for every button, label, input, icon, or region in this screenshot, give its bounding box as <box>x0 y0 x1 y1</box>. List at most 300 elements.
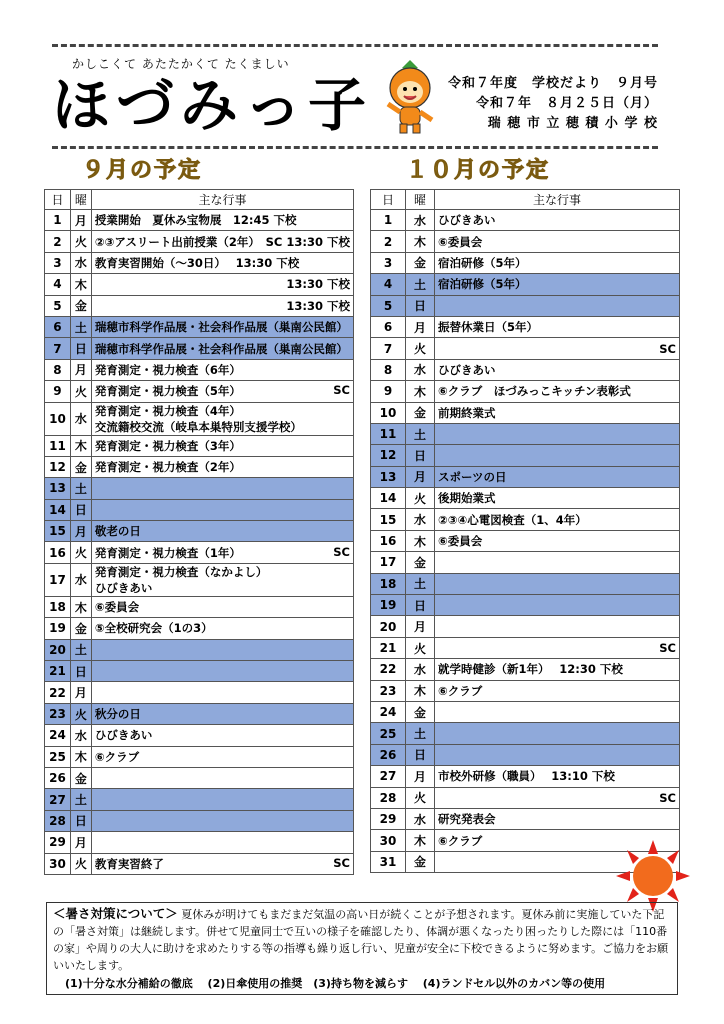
event-note: SC <box>333 383 350 398</box>
event-text: 瑞穂市科学作品展・社会科作品展（巣南公民館） <box>94 341 348 356</box>
event-cell <box>435 637 680 658</box>
event-cell <box>435 423 680 444</box>
event-text: ひびきあい <box>438 213 496 228</box>
event-text: ⑥委員会 <box>94 600 140 615</box>
event-cell <box>91 746 353 767</box>
weekday: 火 <box>406 787 435 808</box>
event-text: 発育測定・視力検査（1年） <box>94 545 241 560</box>
weekday: 木 <box>406 231 435 252</box>
schedule-row <box>45 767 354 788</box>
col-day: 日 <box>371 190 406 210</box>
day-number: 24 <box>371 701 406 722</box>
schedule-row <box>371 530 680 551</box>
weekday: 月 <box>70 832 91 853</box>
schedule-row <box>371 210 680 231</box>
weekday: 水 <box>406 808 435 829</box>
weekday: 金 <box>406 402 435 423</box>
event-cell <box>435 701 680 722</box>
weekday: 木 <box>70 746 91 767</box>
event-cell <box>435 488 680 509</box>
day-number: 13 <box>371 466 406 487</box>
schedule-row <box>45 618 354 639</box>
schedule-row <box>45 252 354 273</box>
schedule-row <box>45 402 354 435</box>
event-text: 宿泊研修（5年） <box>438 255 527 270</box>
october-schedule-table <box>370 189 680 873</box>
schedule-row <box>371 466 680 487</box>
weekday: 木 <box>70 596 91 617</box>
day-number: 31 <box>371 851 406 872</box>
weekday: 木 <box>406 530 435 551</box>
weekday: 火 <box>406 338 435 359</box>
schedule-row <box>45 435 354 456</box>
event-cell <box>435 316 680 337</box>
weekday: 土 <box>406 423 435 444</box>
schedule-row <box>45 596 354 617</box>
weekday: 月 <box>406 616 435 637</box>
schedule-row <box>45 661 354 682</box>
weekday: 土 <box>406 573 435 594</box>
weekday: 月 <box>70 521 91 542</box>
weekday: 木 <box>70 435 91 456</box>
event-cell <box>435 680 680 701</box>
day-number: 23 <box>45 703 71 724</box>
weekday: 水 <box>406 509 435 530</box>
event-cell <box>91 618 353 639</box>
event-text: ⑥委員会 <box>438 534 483 549</box>
day-number: 11 <box>45 435 71 456</box>
newsletter-title: ほづみっ子 <box>52 71 373 139</box>
weekday: 火 <box>70 231 91 252</box>
notice-heading: ＜暑さ対策について＞ <box>53 906 178 921</box>
event-text-line2: 交流籍校交流（岐阜本巣特別支援学校） <box>94 419 302 434</box>
weekday: 水 <box>406 359 435 380</box>
day-number: 2 <box>371 231 406 252</box>
event-cell <box>91 853 353 874</box>
event-cell <box>91 810 353 831</box>
event-text: 発育測定・視力検査（3年） <box>94 438 241 453</box>
schedule-row <box>371 552 680 573</box>
col-weekday: 曜 <box>70 190 91 210</box>
event-cell <box>91 274 353 295</box>
schedule-row <box>371 295 680 316</box>
weekday: 土 <box>406 274 435 295</box>
weekday: 月 <box>70 210 91 231</box>
event-text: ⑥クラブ <box>438 833 483 848</box>
schedule-row <box>45 381 354 402</box>
event-cell <box>91 639 353 660</box>
day-number: 27 <box>45 789 71 810</box>
event-text: 就学時健診（新1年） 12:30 下校 <box>438 662 623 677</box>
event-cell <box>91 563 353 596</box>
event-text: 教育実習終了 <box>94 856 164 871</box>
event-cell <box>435 381 680 402</box>
event-cell <box>435 509 680 530</box>
schedule-row <box>371 744 680 765</box>
september-heading: ９月の予定 <box>82 158 203 183</box>
day-number: 8 <box>371 359 406 380</box>
event-cell <box>435 808 680 829</box>
schedule-row <box>45 810 354 831</box>
event-text: ⑥クラブ <box>94 749 140 764</box>
weekday: 月 <box>406 466 435 487</box>
schedule-row <box>45 295 354 316</box>
event-text: 前期終業式 <box>438 405 496 420</box>
event-cell <box>91 252 353 273</box>
event-note: 13:30 下校 <box>286 298 350 313</box>
event-text: 振替休業日（5年） <box>438 320 539 335</box>
schedule-row <box>371 509 680 530</box>
schedule-row <box>371 231 680 252</box>
day-number: 23 <box>371 680 406 701</box>
event-cell <box>91 402 353 435</box>
event-text: 発育測定・視力検査（4年） <box>94 403 241 418</box>
weekday: 水 <box>406 210 435 231</box>
event-cell <box>91 359 353 380</box>
weekday: 金 <box>406 552 435 573</box>
day-number: 24 <box>45 725 71 746</box>
event-cell <box>435 573 680 594</box>
day-number: 10 <box>45 402 71 435</box>
event-cell <box>91 542 353 563</box>
issue-date: 令和７年 ８月２５日（月） <box>475 96 658 111</box>
september-schedule-table <box>44 189 354 875</box>
event-cell <box>91 456 353 477</box>
schedule-row <box>45 359 354 380</box>
weekday: 木 <box>406 830 435 851</box>
day-number: 19 <box>45 618 71 639</box>
weekday: 金 <box>70 456 91 477</box>
day-number: 26 <box>371 744 406 765</box>
event-text: ⑥クラブ <box>438 683 483 698</box>
day-number: 20 <box>371 616 406 637</box>
day-number: 29 <box>45 832 71 853</box>
day-number: 20 <box>45 639 71 660</box>
weekday: 日 <box>406 295 435 316</box>
newsletter-issue: 令和７年度 学校だより ９月号 <box>447 76 658 91</box>
event-text: 市校外研修（職員） 13:10 下校 <box>438 769 615 784</box>
event-text: 敬老の日 <box>94 524 141 539</box>
day-number: 3 <box>45 252 71 273</box>
day-number: 5 <box>45 295 71 316</box>
schedule-row <box>371 573 680 594</box>
event-cell <box>435 231 680 252</box>
event-text: ②③アスリート出前授業（2年） SC 13:30 下校 <box>94 234 350 249</box>
day-number: 22 <box>371 659 406 680</box>
event-text: 瑞穂市科学作品展・社会科作品展（巣南公民館） <box>94 320 348 335</box>
day-number: 7 <box>45 338 71 359</box>
weekday: 日 <box>70 661 91 682</box>
event-cell <box>435 445 680 466</box>
weekday: 水 <box>70 252 91 273</box>
schedule-row <box>45 746 354 767</box>
event-cell <box>435 252 680 273</box>
weekday: 土 <box>70 789 91 810</box>
weekday: 火 <box>70 381 91 402</box>
day-number: 28 <box>371 787 406 808</box>
day-number: 22 <box>45 682 71 703</box>
day-number: 17 <box>45 563 71 596</box>
event-cell <box>435 338 680 359</box>
event-text: 後期始業式 <box>438 491 496 506</box>
event-note: SC <box>659 341 676 356</box>
event-text: 研究発表会 <box>438 812 496 827</box>
weekday: 火 <box>406 637 435 658</box>
event-cell <box>435 659 680 680</box>
header-dashed-border <box>52 146 658 149</box>
schedule-row <box>45 703 354 724</box>
schedule-row <box>45 316 354 337</box>
day-number: 1 <box>371 210 406 231</box>
event-text: ⑤全校研究会（1の3） <box>94 621 213 636</box>
schedule-row <box>371 445 680 466</box>
event-cell <box>435 274 680 295</box>
weekday: 月 <box>70 682 91 703</box>
notice-tips: (1)十分な水分補給の徹底 (2)日傘使用の推奨 (3)持ち物を減らす (4)ランドセル以外のカバン等の使用 <box>65 977 606 990</box>
day-number: 29 <box>371 808 406 829</box>
schedule-row <box>371 723 680 744</box>
schedule-row <box>45 521 354 542</box>
schedule-row <box>371 808 680 829</box>
schedule-row <box>371 381 680 402</box>
weekday: 金 <box>70 618 91 639</box>
weekday: 火 <box>70 542 91 563</box>
top-dashed-border <box>52 44 658 47</box>
event-cell <box>435 723 680 744</box>
event-cell <box>91 661 353 682</box>
weekday: 金 <box>406 252 435 273</box>
day-number: 12 <box>45 456 71 477</box>
day-number: 15 <box>45 521 71 542</box>
day-number: 4 <box>45 274 71 295</box>
day-number: 18 <box>371 573 406 594</box>
schedule-row <box>45 832 354 853</box>
day-number: 7 <box>371 338 406 359</box>
day-number: 9 <box>371 381 406 402</box>
schedule-row <box>371 659 680 680</box>
day-number: 6 <box>45 316 71 337</box>
schedule-row <box>371 274 680 295</box>
event-cell <box>91 435 353 456</box>
day-number: 16 <box>45 542 71 563</box>
weekday: 月 <box>406 766 435 787</box>
day-number: 14 <box>371 488 406 509</box>
event-cell <box>435 744 680 765</box>
day-number: 2 <box>45 231 71 252</box>
weekday: 金 <box>406 701 435 722</box>
event-text: 発育測定・視力検査（2年） <box>94 460 241 475</box>
weekday: 水 <box>70 402 91 435</box>
schedule-row <box>371 423 680 444</box>
school-motto: かしこくて あたたかくて たくましい <box>72 57 290 71</box>
day-number: 6 <box>371 316 406 337</box>
day-number: 25 <box>45 746 71 767</box>
schedule-row <box>371 787 680 808</box>
weekday: 日 <box>406 595 435 616</box>
schedule-row <box>45 338 354 359</box>
event-cell <box>91 210 353 231</box>
schedule-row <box>45 499 354 520</box>
event-cell <box>91 767 353 788</box>
col-event: 主な行事 <box>91 190 353 210</box>
event-cell <box>435 402 680 423</box>
notice-body: 夏休みが明けてもまだまだ気温の高い日が続くことが予想されます。夏休み前に実施していた下記の「暑さ対策」は継続します。併せて児童同士で互いの様子を確認したり、体調が悪くなったり困ったりした際には「110番の家」や周りの大人に助けを求めたりする等の指導も繰り返し行い、児童が安全に下校できるように努めます。ご協力をお願いいたします。 <box>53 908 669 972</box>
event-text: 教育実習開始（～30日） 13:30 下校 <box>94 255 300 270</box>
event-cell <box>91 381 353 402</box>
event-note: SC <box>333 855 350 870</box>
schedule-row <box>371 616 680 637</box>
day-number: 4 <box>371 274 406 295</box>
event-text: 秋分の日 <box>94 707 141 721</box>
col-day: 日 <box>45 190 71 210</box>
event-cell <box>435 595 680 616</box>
schedule-row <box>371 488 680 509</box>
orange-mascot-icon <box>378 60 442 136</box>
weekday: 月 <box>406 316 435 337</box>
event-cell <box>435 530 680 551</box>
day-number: 25 <box>371 723 406 744</box>
weekday: 水 <box>70 725 91 746</box>
day-number: 30 <box>371 830 406 851</box>
event-text: 発育測定・視力検査（5年） <box>94 384 241 399</box>
schedule-row <box>371 252 680 273</box>
weekday: 土 <box>70 316 91 337</box>
schedule-row <box>45 682 354 703</box>
schedule-row <box>371 359 680 380</box>
day-number: 13 <box>45 478 71 499</box>
day-number: 26 <box>45 767 71 788</box>
event-text: 授業開始 夏休み宝物展 12:45 下校 <box>94 213 297 228</box>
schedule-row <box>371 680 680 701</box>
schedule-row <box>45 478 354 499</box>
event-cell <box>435 466 680 487</box>
weekday: 木 <box>406 680 435 701</box>
col-event: 主な行事 <box>435 190 680 210</box>
day-number: 9 <box>45 381 71 402</box>
schedule-row <box>45 210 354 231</box>
day-number: 14 <box>45 499 71 520</box>
school-name: 瑞 穂 市 立 穂 積 小 学 校 <box>487 116 658 131</box>
schedule-row <box>45 639 354 660</box>
event-cell <box>435 787 680 808</box>
event-cell <box>91 231 353 252</box>
schedule-row <box>45 789 354 810</box>
schedule-row <box>371 637 680 658</box>
schedule-row <box>45 231 354 252</box>
weekday: 土 <box>70 639 91 660</box>
event-cell <box>91 832 353 853</box>
day-number: 10 <box>371 402 406 423</box>
schedule-row <box>45 542 354 563</box>
event-text: ひびきあい <box>94 728 153 743</box>
schedule-row <box>45 456 354 477</box>
event-cell <box>435 766 680 787</box>
event-text: 発育測定・視力検査（6年） <box>94 362 241 377</box>
schedule-row <box>371 701 680 722</box>
day-number: 8 <box>45 359 71 380</box>
event-cell <box>435 552 680 573</box>
schedule-row <box>371 316 680 337</box>
weekday: 金 <box>70 295 91 316</box>
heat-measures-notice <box>46 902 678 995</box>
weekday: 金 <box>70 767 91 788</box>
day-number: 12 <box>371 445 406 466</box>
weekday: 火 <box>70 703 91 724</box>
day-number: 17 <box>371 552 406 573</box>
event-cell <box>435 359 680 380</box>
schedule-row <box>371 595 680 616</box>
day-number: 16 <box>371 530 406 551</box>
event-text: ②③④心電図検査（1、4年） <box>438 512 587 527</box>
schedule-row <box>45 274 354 295</box>
weekday: 土 <box>406 723 435 744</box>
event-cell <box>91 725 353 746</box>
event-cell <box>91 316 353 337</box>
event-note: SC <box>659 790 676 805</box>
weekday: 土 <box>70 478 91 499</box>
day-number: 21 <box>371 637 406 658</box>
schedule-row <box>371 402 680 423</box>
event-note: 13:30 下校 <box>286 277 350 292</box>
event-cell <box>91 295 353 316</box>
event-cell <box>91 703 353 724</box>
weekday: 日 <box>70 499 91 520</box>
weekday: 日 <box>70 338 91 359</box>
event-text: ⑥委員会 <box>438 234 483 249</box>
weekday: 日 <box>406 744 435 765</box>
day-number: 3 <box>371 252 406 273</box>
weekday: 日 <box>406 445 435 466</box>
day-number: 15 <box>371 509 406 530</box>
day-number: 30 <box>45 853 71 874</box>
day-number: 19 <box>371 595 406 616</box>
event-text: スポーツの日 <box>438 469 507 484</box>
col-weekday: 曜 <box>406 190 435 210</box>
event-cell <box>435 616 680 637</box>
weekday: 月 <box>70 359 91 380</box>
day-number: 28 <box>45 810 71 831</box>
day-number: 18 <box>45 596 71 617</box>
weekday: 木 <box>406 381 435 402</box>
schedule-row <box>371 338 680 359</box>
schedule-row <box>371 766 680 787</box>
event-cell <box>91 521 353 542</box>
event-cell <box>435 295 680 316</box>
weekday: 火 <box>70 853 91 874</box>
event-cell <box>91 499 353 520</box>
day-number: 5 <box>371 295 406 316</box>
event-note: SC <box>333 544 350 559</box>
october-heading: １０月の予定 <box>406 158 551 183</box>
event-text-line2: ひびきあい <box>94 580 153 595</box>
event-cell <box>91 478 353 499</box>
day-number: 21 <box>45 661 71 682</box>
weekday: 金 <box>406 851 435 872</box>
event-text: ひびきあい <box>438 362 496 377</box>
event-note: SC <box>659 641 676 655</box>
event-text: ⑥クラブ ほづみっこキッチン表彰式 <box>438 384 631 399</box>
event-cell <box>91 789 353 810</box>
weekday: 日 <box>70 810 91 831</box>
weekday: 火 <box>406 488 435 509</box>
event-cell <box>91 338 353 359</box>
day-number: 1 <box>45 210 71 231</box>
weekday: 水 <box>406 659 435 680</box>
schedule-row <box>45 853 354 874</box>
day-number: 11 <box>371 423 406 444</box>
event-text: 発育測定・視力検査（なかよし） <box>94 564 268 579</box>
schedule-row <box>45 563 354 596</box>
